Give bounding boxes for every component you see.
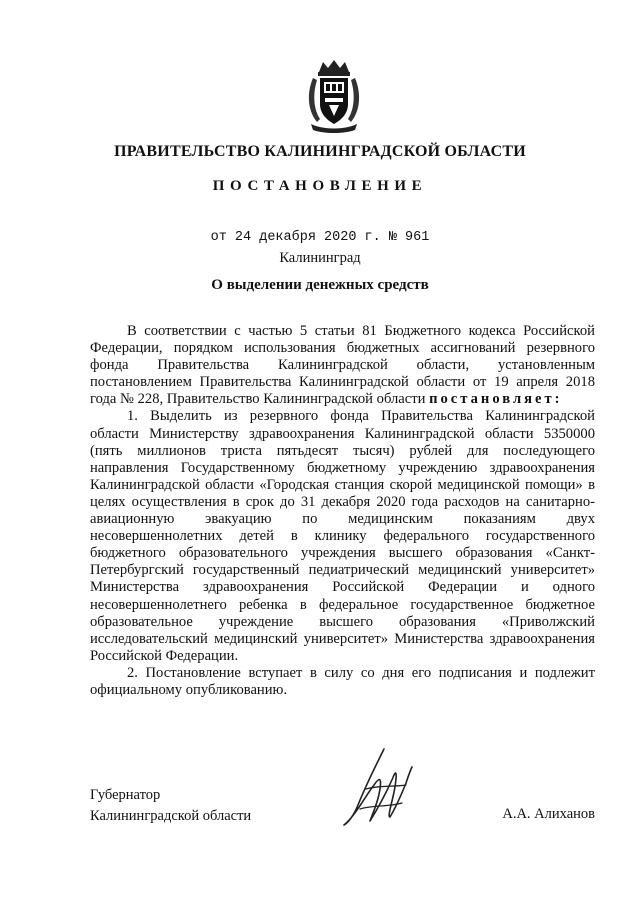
document-subject: О выделении денежных средств (211, 277, 429, 293)
document-body (90, 323, 595, 699)
signatory-name: А.А. Алиханов (502, 806, 595, 822)
clause-2: 2. Постановление вступает в силу со дня его подписания и подлежит официальному опубликованию. (90, 664, 595, 698)
handwritten-signature (336, 745, 426, 830)
signatory-title (90, 785, 251, 827)
preamble-text: В соответствии с частью 5 статьи 81 Бюджетного кодекса Российской Федерации, порядком использования бюджетных ассигнований резервного фонда Правительства Калининградской области, установленным постановлением Правительства Калининградской области от 19 апреля 2018 года № 228, Правительство Калининградской области (90, 323, 595, 408)
organization-title: ПРАВИТЕЛЬСТВО КАЛИНИНГРАДСКОЙ ОБЛАСТИ (114, 143, 526, 160)
clause-1: 1. Выделить из резервного фонда Правительства Калининградской области Министерству здравоохранения Калининградской области 5350000 (пять миллионов триста пятьдесят тысяч) рублей для последующего направления Государственному бюджетному учреждению здравоохранения Калининградской области «Городская станция скорой медицинской помощи» в целях осуществления в срок до 31 декабря 2020 года расходов на санитарно-авиационную эвакуацию по медицинским показаниям двух несовершеннолетних детей в клинику федерального государственного бюджетного образовательного учреждения высшего образования «Санкт-Петербургский государственный педиатрический медицинский университет» Министерства здравоохранения Российской Федерации и одного несовершеннолетнего ребенка в федеральное государственное бюджетное образовательное учреждение высшего образования «Приволжский исследовательский медицинский университет» Министерства здравоохранения Российской Федерации. (90, 408, 595, 664)
document-type: ПОСТАНОВЛЕНИЕ (212, 178, 428, 194)
date-and-number: от 24 декабря 2020 г. № 961 (210, 230, 430, 245)
signatory-title-line-2: Калининградской области (90, 808, 252, 824)
preamble-paragraph (90, 323, 595, 408)
resolves-word: постановляет: (429, 391, 563, 408)
signatory-title-line-1: Губернатор (90, 787, 161, 803)
city: Калининград (279, 250, 361, 266)
coat-of-arms-icon (305, 58, 363, 134)
